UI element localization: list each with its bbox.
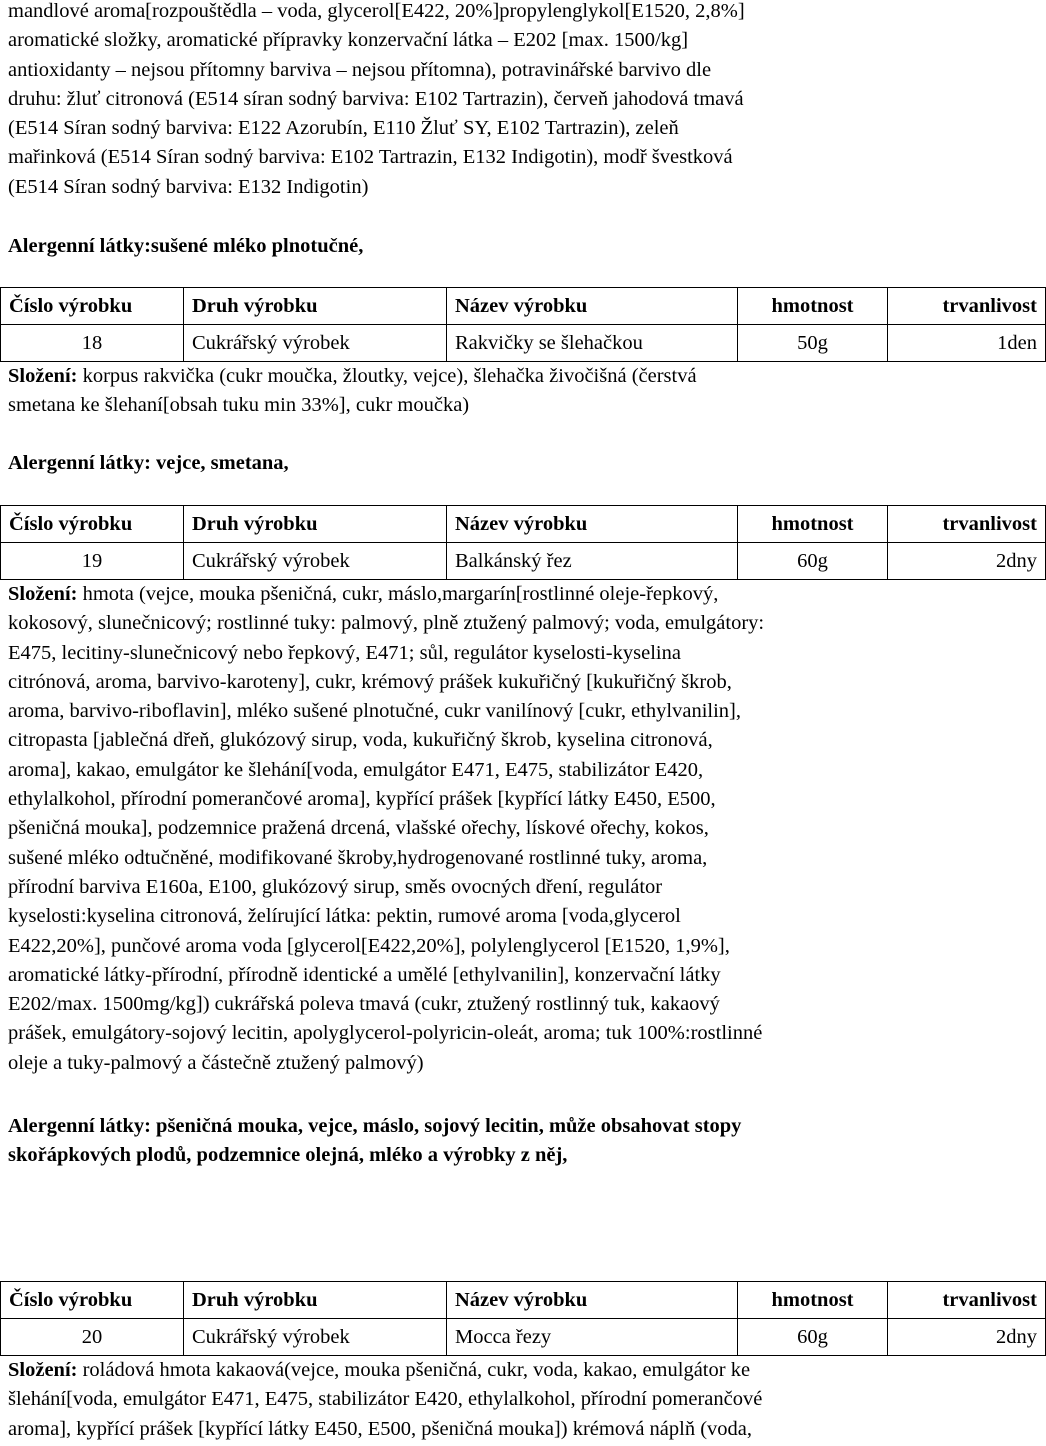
- composition-text: přírodní barviva E160a, E100, glukózový sirup, směs ovocných dření, regulátor: [8, 875, 663, 898]
- product-weight: 50g: [738, 325, 888, 362]
- product-weight: 60g: [738, 1319, 888, 1356]
- composition-text: aroma], kakao, emulgátor ke šlehání[voda, emulgátor E471, E475, stabilizátor E420,: [8, 758, 704, 781]
- composition-text: E422,20%], punčové aroma voda [glycerol[E422,20%], polylenglycerol [E1520, 1,9%],: [8, 934, 730, 957]
- table-row: [1, 325, 1046, 362]
- composition-label: Složení:: [8, 365, 78, 387]
- table-header-row: [1, 1282, 1046, 1319]
- product-shelf-life: 2dny: [888, 1319, 1046, 1356]
- composition-text: pšeničná mouka], podzemnice pražená drcená, vlašské ořechy, lískové ořechy, kokos,: [8, 817, 709, 840]
- composition-text: hmota (vejce, mouka pšeničná, cukr, máslo,margarín[rostlinné oleje-řepkový,: [77, 583, 719, 605]
- header-product-number: Číslo výrobku: [1, 1282, 184, 1319]
- composition-text: roládová hmota kakaová(vejce, mouka pšeničná, cukr, voda, kakao, emulgátor ke: [77, 1359, 751, 1381]
- allergens-previous: Alergenní látky:sušené mléko plnotučné,: [8, 235, 364, 257]
- composition-label: Složení:: [8, 1359, 78, 1381]
- product-number: 20: [1, 1319, 184, 1356]
- header-product-name: Název výrobku: [447, 506, 738, 543]
- header-product-name: Název výrobku: [447, 1282, 738, 1319]
- product-name: Mocca řezy: [447, 1319, 738, 1356]
- composition-text: kokosový, slunečnicový; rostlinné tuky: palmový, plně ztužený palmový; voda, emulgátory:: [8, 612, 765, 635]
- composition-text: sušené mléko odtučněné, modifikované škroby,hydrogenované rostlinné tuky, aroma,: [8, 846, 708, 869]
- composition-label: Složení:: [8, 583, 78, 605]
- header-product-type: Druh výrobku: [184, 1282, 447, 1319]
- composition-text: citropasta [jablečná dřeň, glukózový sirup, voda, kukuřičný škrob, kyselina citronová,: [8, 729, 713, 752]
- product-type: Cukrářský výrobek: [184, 325, 447, 362]
- allergens-18: Alergenní látky: vejce, smetana,: [8, 452, 289, 474]
- header-product-number: Číslo výrobku: [1, 288, 184, 325]
- product-shelf-life: 1den: [888, 325, 1046, 362]
- header-shelf-life: trvanlivost: [888, 288, 1046, 325]
- allergens-19: Alergenní látky: pšeničná mouka, vejce, máslo, sojový lecitin, může obsahovat stopy skořápkových plodů, podzemnice olejná, mléko a výrobky z něj,: [8, 1115, 742, 1167]
- composition-text: kyselosti:kyselina citronová, želírující látka: pektin, rumové aroma [voda,glycerol: [8, 905, 681, 928]
- product-table-19: [0, 505, 1046, 580]
- previous-product-composition: [8, 0, 956, 202]
- header-product-type: Druh výrobku: [184, 506, 447, 543]
- composition-text: šlehání[voda, emulgátor E471, E475, stabilizátor E420, ethylalkohol, přírodní pomerančové: [8, 1388, 763, 1411]
- composition-text: ethylalkohol, přírodní pomerančové aroma], kypřící prášek [kypřící látky E450, E500,: [8, 788, 716, 811]
- table-header-row: [1, 506, 1046, 543]
- header-shelf-life: trvanlivost: [888, 1282, 1046, 1319]
- text-line: (E514 Síran sodný barviva: E132 Indigotin): [8, 175, 369, 198]
- header-product-type: Druh výrobku: [184, 288, 447, 325]
- composition-text: oleje a tuky-palmový a částečně ztužený palmový): [8, 1051, 424, 1074]
- composition-18: [8, 362, 956, 421]
- header-weight: hmotnost: [738, 288, 888, 325]
- table-row: [1, 543, 1046, 580]
- text-line: mařinková (E514 Síran sodný barviva: E102 Tartrazin, E132 Indigotin), modř švestková: [8, 146, 733, 169]
- composition-text: smetana ke šlehaní[obsah tuku min 33%], cukr moučka): [8, 394, 470, 417]
- text-line: (E514 Síran sodný barviva: E122 Azorubín, E110 Žluť SY, E102 Tartrazin), zeleň: [8, 117, 679, 140]
- composition-text: aroma, barvivo-riboflavin], mléko sušené plnotučné, cukr vanilínový [cukr, ethylvanilin],: [8, 700, 741, 723]
- table-header-row: [1, 288, 1046, 325]
- product-type: Cukrářský výrobek: [184, 543, 447, 580]
- composition-20: [8, 1356, 956, 1444]
- text-line: antioxidanty – nejsou přítomny barviva – nejsou přítomna), potravinářské barvivo dle: [8, 58, 712, 81]
- text-line: aromatické složky, aromatické přípravky konzervační látka – E202 [max. 1500/kg]: [8, 29, 689, 52]
- product-shelf-life: 2dny: [888, 543, 1046, 580]
- composition-text: prášek, emulgátory-sojový lecitin, apolyglycerol-polyricin-oleát, aroma; tuk 100%:rostlinné: [8, 1022, 763, 1045]
- composition-text: aroma], kypřící prášek [kypřící látky E450, E500, pšeničná mouka]) krémová náplň (voda,: [8, 1417, 753, 1440]
- header-product-number: Číslo výrobku: [1, 506, 184, 543]
- product-type: Cukrářský výrobek: [184, 1319, 447, 1356]
- product-number: 18: [1, 325, 184, 362]
- header-product-name: Název výrobku: [447, 288, 738, 325]
- text-line: druhu: žluť citronová (E514 síran sodný barviva: E102 Tartrazin), červeň jahodová tmavá: [8, 87, 744, 110]
- composition-text: aromatické látky-přírodní, přírodně identické a umělé [ethylvanilin], konzervační látky: [8, 963, 721, 986]
- product-name: Rakvičky se šlehačkou: [447, 325, 738, 362]
- composition-text: E202/max. 1500mg/kg]) cukrářská poleva tmavá (cukr, ztužený rostlinný tuk, kakaový: [8, 993, 720, 1016]
- header-shelf-life: trvanlivost: [888, 506, 1046, 543]
- product-table-20: [0, 1281, 1046, 1356]
- table-row: [1, 1319, 1046, 1356]
- header-weight: hmotnost: [738, 506, 888, 543]
- text-line: mandlové aroma[rozpouštědla – voda, glycerol[E422, 20%]propylenglykol[E1520, 2,8%]: [8, 0, 745, 22]
- product-table-18: [0, 287, 1046, 362]
- header-weight: hmotnost: [738, 1282, 888, 1319]
- product-weight: 60g: [738, 543, 888, 580]
- composition-19: [8, 580, 956, 1078]
- composition-text: E475, lecitiny-slunečnicový nebo řepkový, E471; sůl, regulátor kyselosti-kyselina: [8, 641, 681, 664]
- composition-text: citrónová, aroma, barvivo-karoteny], cukr, krémový prášek kukuřičný [kukuřičný škrob,: [8, 670, 732, 693]
- product-name: Balkánský řez: [447, 543, 738, 580]
- product-number: 19: [1, 543, 184, 580]
- composition-text: korpus rakvička (cukr moučka, žloutky, vejce), šlehačka živočišná (čerstvá: [77, 365, 697, 387]
